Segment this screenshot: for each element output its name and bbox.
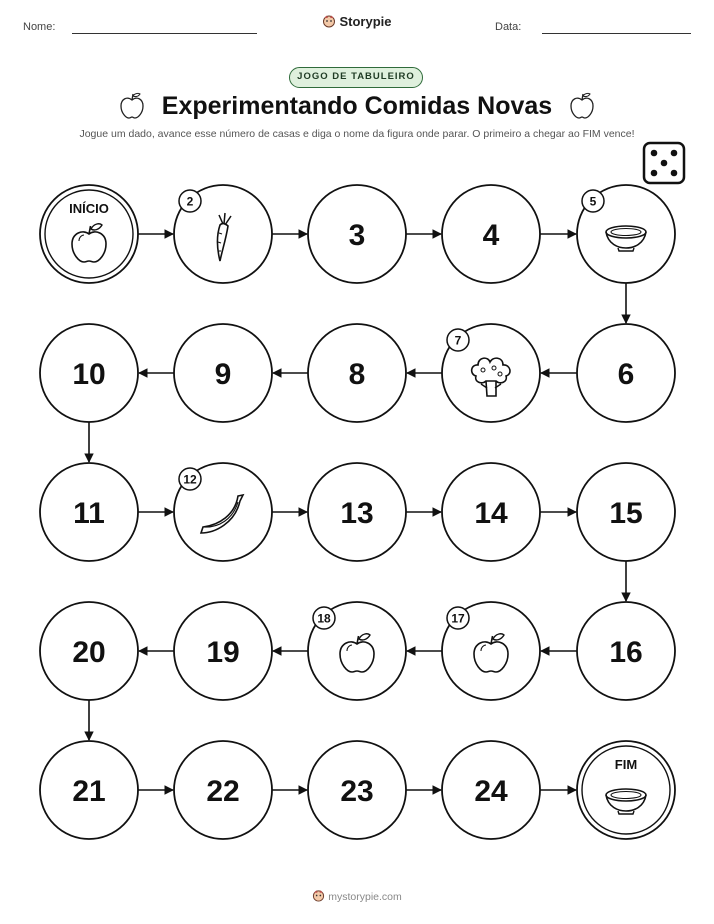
brand-name: Storypie	[339, 14, 392, 29]
end-space[interactable]	[577, 741, 675, 839]
board-space[interactable]	[174, 463, 272, 561]
space-number: 9	[214, 358, 232, 391]
space-number: 4	[482, 219, 500, 252]
board-space[interactable]	[442, 602, 540, 700]
space-number: 17	[451, 611, 465, 626]
space-number: 24	[474, 775, 508, 808]
board-space[interactable]	[308, 463, 406, 561]
page-title: Experimentando Comidas Novas	[161, 92, 553, 120]
board-space[interactable]	[577, 324, 675, 422]
space-number: 7	[454, 333, 462, 348]
space-number: 20	[72, 636, 106, 669]
board-space[interactable]	[174, 602, 272, 700]
space-number: 6	[617, 358, 635, 391]
space-number: 19	[206, 636, 240, 669]
end-label: FIM	[614, 757, 638, 772]
footer	[0, 889, 714, 903]
space-number: 23	[340, 775, 374, 808]
storypie-logo-icon	[312, 889, 325, 902]
footer-site: mystorypie.com	[328, 891, 402, 903]
board-space[interactable]	[577, 185, 675, 283]
space-number: 11	[73, 497, 105, 530]
board-space[interactable]	[442, 324, 540, 422]
board-space[interactable]	[442, 185, 540, 283]
board-space[interactable]	[40, 324, 138, 422]
space-number: 16	[609, 636, 643, 669]
board-space[interactable]	[308, 185, 406, 283]
space-number: 14	[474, 497, 508, 530]
space-number: 8	[348, 358, 366, 391]
category-badge: JOGO DE TABULEIRO	[289, 67, 423, 88]
space-number: 13	[340, 497, 374, 530]
start-label: INÍCIO	[69, 201, 109, 216]
board-space[interactable]	[174, 185, 272, 283]
space-number: 10	[72, 358, 106, 391]
date-label: Data:	[495, 21, 522, 33]
board-space[interactable]	[40, 463, 138, 561]
space-number: 2	[186, 194, 194, 209]
name-label: Nome:	[23, 21, 56, 33]
board-space[interactable]	[40, 741, 138, 839]
board-space[interactable]	[308, 324, 406, 422]
board-space[interactable]	[442, 741, 540, 839]
space-number: 5	[589, 194, 597, 209]
board-space[interactable]	[442, 463, 540, 561]
board-space[interactable]	[40, 602, 138, 700]
space-number: 22	[206, 775, 240, 808]
board-space[interactable]	[308, 741, 406, 839]
space-number: 18	[317, 611, 331, 626]
start-space[interactable]	[40, 185, 138, 283]
board-space[interactable]	[174, 324, 272, 422]
space-circle	[577, 741, 675, 839]
board-space[interactable]	[577, 602, 675, 700]
board-space[interactable]	[308, 602, 406, 700]
space-number: 21	[72, 775, 106, 808]
board-space[interactable]	[174, 741, 272, 839]
space-number: 12	[183, 472, 197, 487]
board-space[interactable]	[577, 463, 675, 561]
space-number: 3	[348, 219, 366, 252]
instructions: Jogue um dado, avance esse número de casas e diga o nome da figura onde parar. O primeiro a chegar ao FIM vence!	[79, 128, 635, 140]
space-number: 15	[609, 497, 643, 530]
